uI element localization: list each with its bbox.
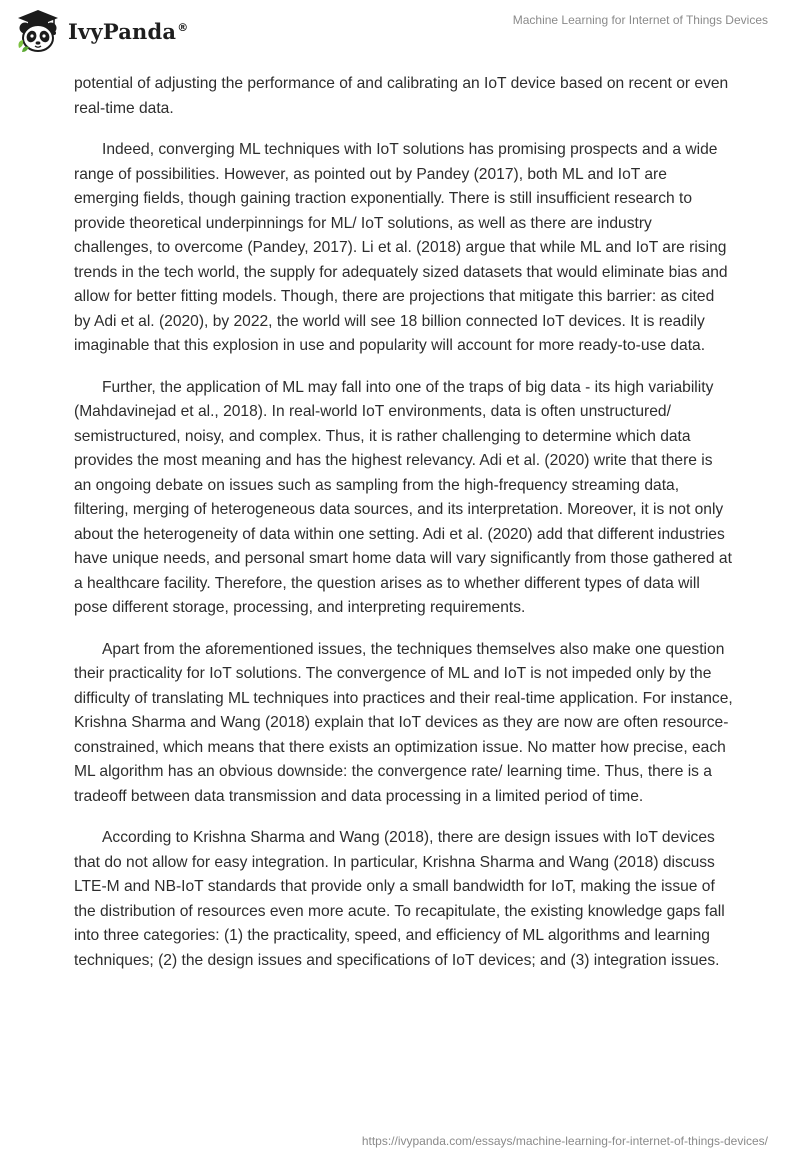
panda-graduate-icon bbox=[14, 8, 62, 56]
paragraph: According to Krishna Sharma and Wang (2018), there are design issues with IoT devices that do not allow for easy integration. In particular, Krishna Sharma and Wang (2018) discuss LTE-M and NB-IoT standards that provide only a small bandwidth for IoT, making the issue of the distribution of resources even more acute. To recapitulate, the existing knowledge gaps fall into three categories: (1) the practicality, speed, and efficiency of ML algorithms and learning techniques; (2) the design issues and specifications of IoT devices; and (3) integration issues. bbox=[74, 829, 725, 969]
paragraph: Further, the application of ML may fall into one of the traps of big data - its high variability (Mahdavinejad et al., 2018). In real-world IoT environments, data is often unstructured/ semistructured, noisy, and complex. Thus, it is rather challenging to determine which data provides the most meaning and has the highest relevancy. Adi et al. (2020) write that there is an ongoing debate on issues such as sampling from the high-frequency streaming data, filtering, merging of heterogeneous data sources, and its interpretation. Moreover, it is not only about the heterogeneity of data within one setting. Adi et al. (2020) add that different industries have unique needs, and personal smart home data will vary significantly from those gathered at a healthcare facility. Therefore, the question arises as to whether different types of data will pose different storage, processing, and interpreting requirements. bbox=[74, 378, 732, 616]
document-title: Machine Learning for Internet of Things Devices bbox=[512, 13, 768, 27]
paragraph: Indeed, converging ML techniques with IoT solutions has promising prospects and a wide range of possibilities. However, as pointed out by Pandey (2017), both ML and IoT are emerging fields, though gaining traction exponentially. There is still insufficient research to provide theoretical underpinnings for ML/ IoT solutions, as well as there are industry challenges, to overcome (Pandey, 2017). Li et al. (2018) argue that while ML and IoT are rising trends in the tech world, the supply for adequately sized datasets that would eliminate bias and allow for better fitting models. Though, there are projections that mitigate this barrier: as cited by Adi et al. (2020), by 2022, the world will see 18 billion connected IoT devices. It is readily imaginable that this explosion in use and popularity will account for more ready-to-use data. bbox=[74, 141, 728, 354]
paragraph: Apart from the aforementioned issues, the techniques themselves also make one question their practicality for IoT solutions. The convergence of ML and IoT is not impeded only by the difficulty of translating ML techniques into practices and their real-time application. For instance, Krishna Sharma and Wang (2018) explain that IoT devices as they are now are often resource-constrained, which means that there exists an optimization issue. No matter how precise, each ML algorithm has an obvious downside: the convergence rate/ learning time. Thus, there is a tradeoff between data transmission and data processing in a limited period of time. bbox=[74, 640, 733, 805]
brand-name: IvyPanda® bbox=[68, 18, 189, 44]
registered-mark: ® bbox=[177, 20, 189, 34]
essay-body bbox=[74, 72, 734, 990]
ivypanda-logo[interactable] bbox=[14, 8, 188, 56]
paragraph: potential of adjusting the performance of and calibrating an IoT device based on recent or even real-time data. bbox=[74, 75, 729, 117]
page-header bbox=[0, 0, 800, 64]
source-url-link[interactable]: https://ivypanda.com/essays/machine-learning-for-internet-of-things-devices/ bbox=[361, 1134, 768, 1148]
